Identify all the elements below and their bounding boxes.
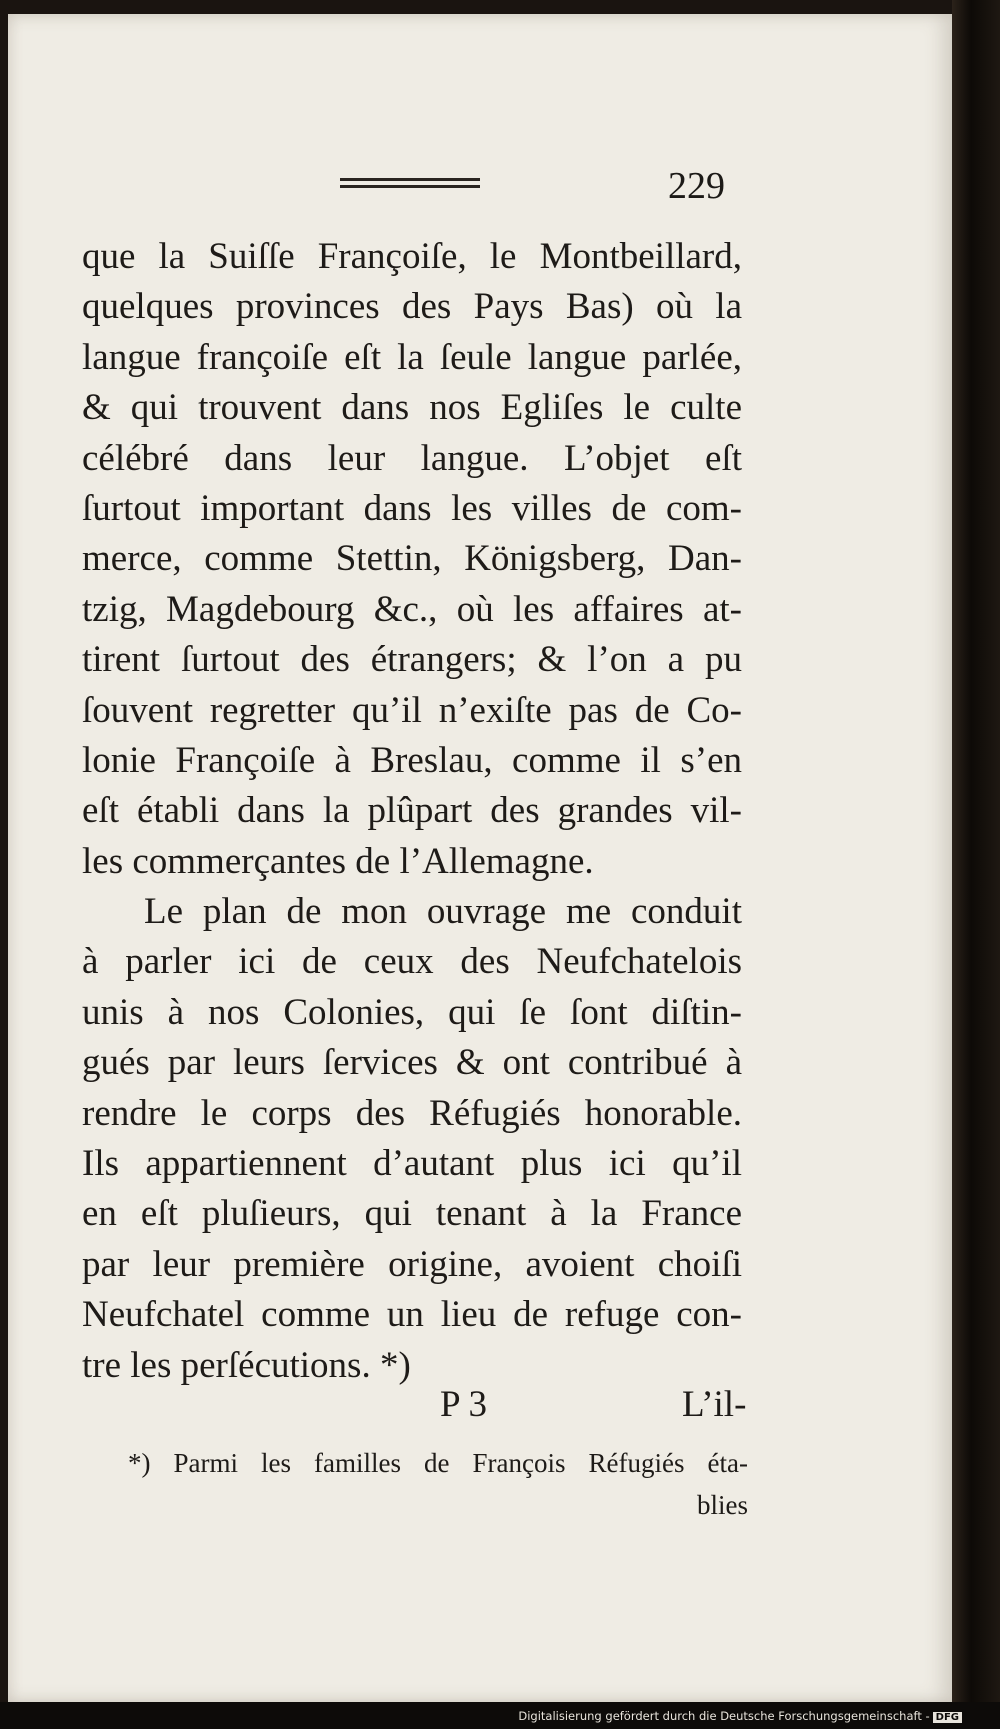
footnote-line: blies [697,1490,748,1520]
text-line: & qui trouvent dans nos Egliſes le culte [82,387,742,429]
dfg-logo: DFG [933,1712,962,1723]
header-ornament-rule [340,178,480,188]
text-line: lonie Françoiſe à Breslau, comme il s’en [82,739,742,781]
text-line: célébré dans leur langue. L’objet eſt [82,437,742,479]
footnote [128,1442,748,1526]
text-line: Neufchatel comme un lieu de refuge con- [82,1294,742,1336]
text-line: tirent ſurtout des étrangers; & l’on a pu [82,639,742,681]
main-text [82,232,742,1391]
signature-mark: P 3 [440,1384,487,1425]
text-line: en eſt pluſieurs, qui tenant à la France [82,1193,742,1235]
book-edge [952,0,1000,1729]
text-line: quelques provinces des Pays Bas) où la [82,286,742,328]
text-line: Ils appartiennent d’autant plus ici qu’il [82,1143,742,1185]
text-line: ſurtout important dans les villes de com- [82,487,742,529]
text-line: tzig, Magdebourg &c., où les affaires at- [82,588,742,630]
text-line: gués par leurs ſervices & ont contribué à [82,1042,742,1084]
text-line: à parler ici de ceux des Neufchatelois [82,941,742,983]
text-line: les commerçantes de l’Allemagne. [82,840,594,882]
text-line: tre les perſécutions. *) [82,1344,411,1386]
text-line: eſt établi dans la plûpart des grandes vil- [82,790,742,832]
footnote-line: *) Parmi les familles de François Réfugiés éta- [128,1448,748,1478]
credit-text: Digitalisierung gefördert durch die Deutsche Forschungsgemeinschaft - [518,1709,930,1723]
digitization-credit [518,1709,962,1723]
text-line: par leur première origine, avoient choiſi [82,1243,742,1285]
text-line: unis à nos Colonies, qui ſe ſont diſtin- [82,991,742,1033]
text-line: Le plan de mon ouvrage me conduit [144,891,742,933]
text-line: rendre le corps des Réfugiés honorable. [82,1092,742,1134]
text-line: ſouvent regretter qu’il n’exiſte pas de Co- [82,689,742,731]
text-line: merce, comme Stettin, Königsberg, Dan- [82,538,742,580]
page-number: 229 [668,165,725,207]
text-line: langue françoiſe eſt la ſeule langue parlée, [82,336,742,378]
catchword: L’il- [682,1384,747,1425]
text-line: que la Suiſſe Françoiſe, le Montbeillard, [82,236,742,277]
